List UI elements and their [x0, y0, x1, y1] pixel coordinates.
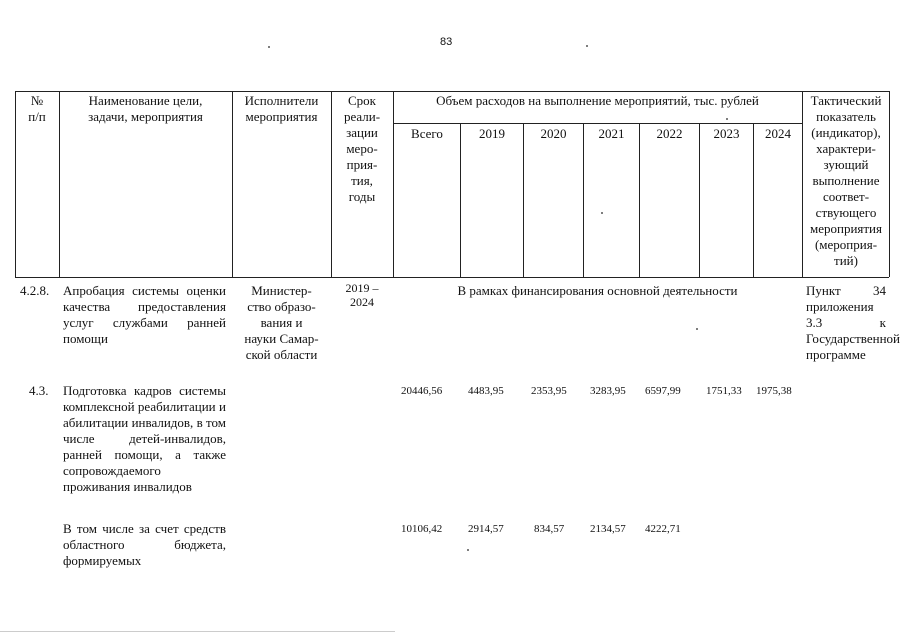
scan-speck	[601, 212, 603, 214]
year-2021: 2021	[598, 126, 625, 141]
row-name: Подготовка кадров системы комплексной реабилитации и абилитации инвалидов, в том числе детей-инвалидов, ранней помощи, а также сопровождаемого проживания инвалидов	[63, 383, 226, 494]
value-2024: 1975,38	[756, 385, 792, 397]
value-2021: 3283,95	[590, 385, 626, 397]
year-total: Всего	[411, 126, 443, 141]
value-2022: 4222,71	[645, 523, 681, 535]
value-2020: 2353,95	[531, 385, 567, 397]
years-header-border	[393, 123, 802, 124]
col-line	[393, 91, 394, 277]
year-2020: 2020	[540, 126, 567, 141]
scan-edge	[0, 631, 395, 632]
value-total: 10106,42	[401, 523, 443, 535]
header-num: № п/п	[28, 93, 46, 124]
header-name: Наименование цели, задачи, мероприятия	[88, 93, 203, 124]
row-executor: Министер- ство образо- вания и науки Самар- ской области	[244, 283, 319, 362]
row-term: 2019 – 2024	[345, 281, 379, 309]
value-2022: 6597,99	[645, 385, 681, 397]
col-line	[889, 91, 890, 277]
value-2023: 1751,33	[706, 385, 742, 397]
value-2020: 834,57	[534, 523, 565, 535]
row-number: 4.2.8.	[20, 283, 50, 298]
value-2019: 4483,95	[468, 385, 504, 397]
row-funding-note: В рамках финансирования основной деятельности	[457, 283, 738, 298]
scan-speck	[268, 46, 270, 48]
value-2019: 2914,57	[468, 523, 504, 535]
col-line	[460, 123, 461, 277]
header-expenses: Объем расходов на выполнение мероприятий, тыс. рублей	[436, 93, 759, 108]
value-2021: 2134,57	[590, 523, 626, 535]
table-top-border	[15, 91, 889, 92]
header-executors: Исполнители мероприятия	[244, 93, 319, 124]
year-2022: 2022	[656, 126, 683, 141]
row-number: 4.3.	[29, 383, 49, 398]
scan-speck	[467, 549, 469, 551]
row-name: В том числе за счет средств областного бюджета, формируемых	[63, 521, 226, 568]
header-term: Срок реали- зации меро- прия- тия, годы	[343, 93, 381, 204]
value-total: 20446,56	[401, 385, 443, 397]
col-line	[583, 123, 584, 277]
header-bottom-border	[15, 277, 889, 278]
year-2023: 2023	[713, 126, 740, 141]
row-indicator: Пункт 34 приложения 3.3 к Государственной программе	[806, 283, 901, 362]
col-line	[639, 123, 640, 277]
scan-speck	[696, 328, 698, 330]
year-2019: 2019	[479, 126, 505, 141]
col-line	[699, 123, 700, 277]
scan-speck	[586, 45, 588, 47]
scan-speck	[726, 118, 728, 120]
year-2024: 2024	[765, 126, 791, 141]
row-name: Апробация системы оценки качества предоставления услуг службами ранней помощи	[63, 283, 226, 346]
page-number: 83	[440, 36, 453, 48]
col-line	[753, 123, 754, 277]
col-line	[523, 123, 524, 277]
header-indicator: Тактический показатель (индикатор), характери- зующий выполнение соответ- ствующего мероприятия (мероприя- тий)	[809, 93, 882, 268]
